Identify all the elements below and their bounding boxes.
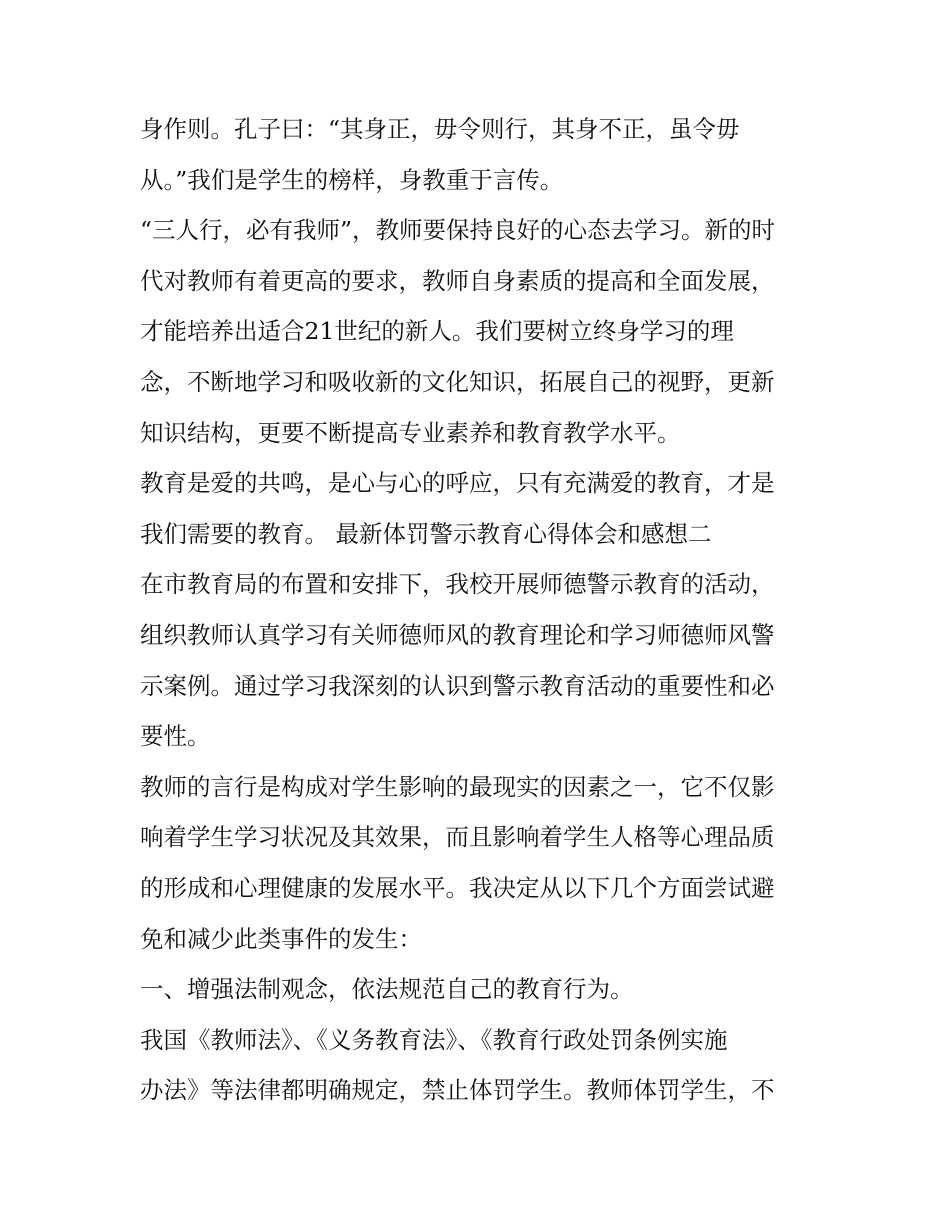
text-line: 的形成和心理健康的发展水平。我决定从以下几个方面尝试避	[140, 873, 775, 902]
text-line: 我国《教师法》、《义务教育法》、《教育行政处罚条例实施	[140, 1025, 728, 1054]
text-line: 组织教师认真学习有关师德师风的教育理论和学习师德师风警	[140, 620, 775, 649]
text-line: 我们需要的教育。 最新体罚警示教育心得体会和感想二	[140, 519, 712, 548]
text-line: 免和减少此类事件的发生：	[140, 924, 422, 953]
text-line: 念，不断地学习和吸收新的文化知识，拓展自己的视野，更新	[140, 367, 775, 396]
text-line: 才能培养出适合21世纪的新人。我们要树立终身学习的理	[140, 317, 734, 346]
text-line: 办法》等法律都明确规定，禁止体罚学生。教师体罚学生，不	[140, 1076, 775, 1105]
text-line: 响着学生学习状况及其效果，而且影响着学生人格等心理品质	[140, 823, 775, 852]
text-line: 代对教师有着更高的要求，教师自身素质的提高和全面发展，	[140, 266, 775, 295]
text-line: 示案例。通过学习我深刻的认识到警示教育活动的重要性和必	[140, 671, 775, 700]
text-line: 身作则。孔子曰：“其身正，毋令则行，其身不正，虽令毋	[140, 115, 740, 143]
text-line: 知识结构，更要不断提高专业素养和教育教学水平。	[140, 418, 681, 447]
text-line: 从。”我们是学生的榜样，身教重于言传。	[140, 165, 564, 194]
text-line: 教师的言行是构成对学生影响的最现实的因素之一，它不仅影	[140, 772, 775, 801]
text-line: 在市教育局的布置和安排下，我校开展师德警示教育的活动，	[140, 570, 775, 599]
text-line: 教育是爱的共鸣，是心与心的呼应，只有充满爱的教育，才是	[140, 469, 775, 498]
text-line: “三人行，必有我师”，教师要保持良好的心态去学习。新的时	[140, 216, 776, 245]
text-line: 要性。	[140, 722, 211, 751]
text-line: 一、增强法制观念，依法规范自己的教育行为。	[140, 975, 634, 1004]
document-body	[140, 104, 820, 1116]
